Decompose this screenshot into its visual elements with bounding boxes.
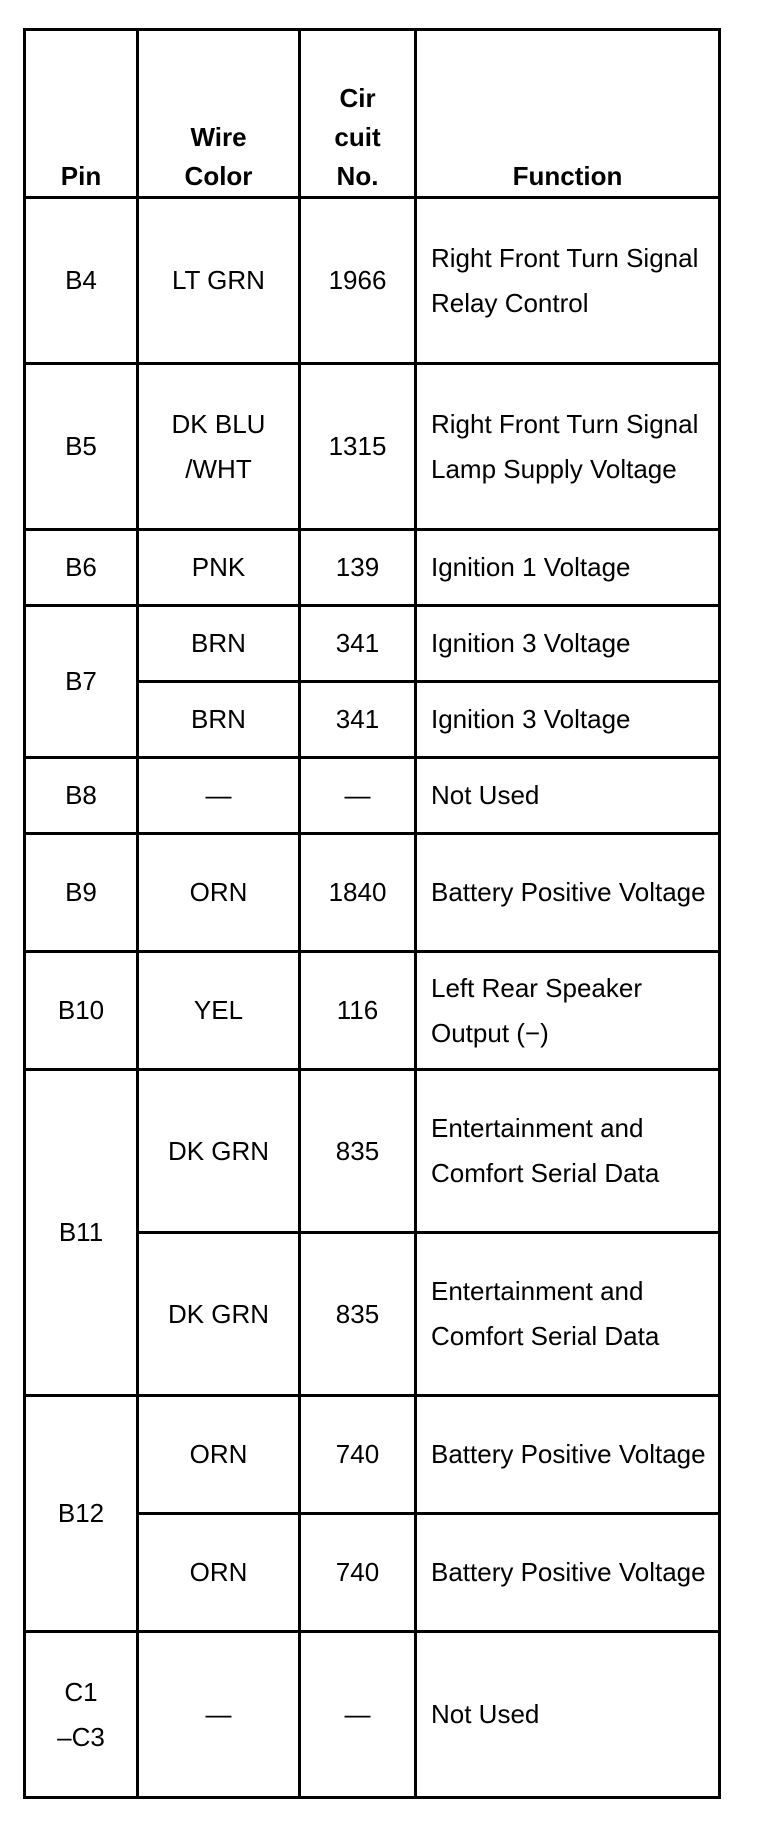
- wire-color-cell: —: [138, 1632, 300, 1798]
- function-cell: Right Front Turn Signal Lamp Supply Voltage: [416, 364, 720, 530]
- table-row: [25, 198, 720, 364]
- table-row: [25, 834, 720, 952]
- circuit-cell: 835: [300, 1233, 416, 1396]
- function-cell: Not Used: [416, 1632, 720, 1798]
- wire-color-cell: DK BLU /WHT: [138, 364, 300, 530]
- pin-cell: B4: [25, 198, 138, 364]
- pin-cell: B10: [25, 952, 138, 1070]
- table-row: [25, 364, 720, 530]
- table-row: [25, 606, 720, 682]
- function-cell: Ignition 3 Voltage: [416, 606, 720, 682]
- function-cell: Battery Positive Voltage: [416, 834, 720, 952]
- wire-color-cell: LT GRN: [138, 198, 300, 364]
- wire-color-cell: PNK: [138, 530, 300, 606]
- wire-color-cell: ORN: [138, 1514, 300, 1632]
- wire-color-cell: —: [138, 758, 300, 834]
- function-cell: Entertainment and Comfort Serial Data: [416, 1233, 720, 1396]
- header-wire-color: Wire Color: [138, 30, 300, 198]
- table-row: [25, 1396, 720, 1514]
- wire-color-cell: BRN: [138, 682, 300, 758]
- wire-color-cell: ORN: [138, 1396, 300, 1514]
- function-cell: Ignition 1 Voltage: [416, 530, 720, 606]
- function-cell: Entertainment and Comfort Serial Data: [416, 1070, 720, 1233]
- circuit-cell: 1966: [300, 198, 416, 364]
- circuit-cell: 341: [300, 606, 416, 682]
- function-cell: Right Front Turn Signal Relay Control: [416, 198, 720, 364]
- pin-cell: B8: [25, 758, 138, 834]
- table-header-row: [25, 30, 720, 198]
- function-cell: Battery Positive Voltage: [416, 1514, 720, 1632]
- circuit-cell: 740: [300, 1514, 416, 1632]
- wire-color-cell: YEL: [138, 952, 300, 1070]
- table-row: [25, 1632, 720, 1798]
- pin-cell: B7: [25, 606, 138, 758]
- pin-cell: B5: [25, 364, 138, 530]
- header-function: Function: [416, 30, 720, 198]
- function-cell: Ignition 3 Voltage: [416, 682, 720, 758]
- table-row: [25, 530, 720, 606]
- connector-pinout-table: [23, 28, 721, 1799]
- circuit-cell: 1840: [300, 834, 416, 952]
- circuit-cell: 116: [300, 952, 416, 1070]
- table-row: [25, 758, 720, 834]
- circuit-cell: 341: [300, 682, 416, 758]
- pin-cell: B12: [25, 1396, 138, 1632]
- pin-cell: B6: [25, 530, 138, 606]
- function-cell: Left Rear Speaker Output (−): [416, 952, 720, 1070]
- table-row: [25, 952, 720, 1070]
- pin-cell: B9: [25, 834, 138, 952]
- circuit-cell: 740: [300, 1396, 416, 1514]
- pin-cell: C1 –C3: [25, 1632, 138, 1798]
- function-cell: Not Used: [416, 758, 720, 834]
- wire-color-cell: DK GRN: [138, 1233, 300, 1396]
- pin-cell: B11: [25, 1070, 138, 1396]
- wire-color-cell: BRN: [138, 606, 300, 682]
- circuit-cell: 1315: [300, 364, 416, 530]
- circuit-cell: 835: [300, 1070, 416, 1233]
- circuit-cell: —: [300, 1632, 416, 1798]
- header-circuit-no: Cir cuit No.: [300, 30, 416, 198]
- circuit-cell: 139: [300, 530, 416, 606]
- wire-color-cell: DK GRN: [138, 1070, 300, 1233]
- wire-color-cell: ORN: [138, 834, 300, 952]
- table-row: [25, 1070, 720, 1233]
- circuit-cell: —: [300, 758, 416, 834]
- function-cell: Battery Positive Voltage: [416, 1396, 720, 1514]
- header-pin: Pin: [25, 30, 138, 198]
